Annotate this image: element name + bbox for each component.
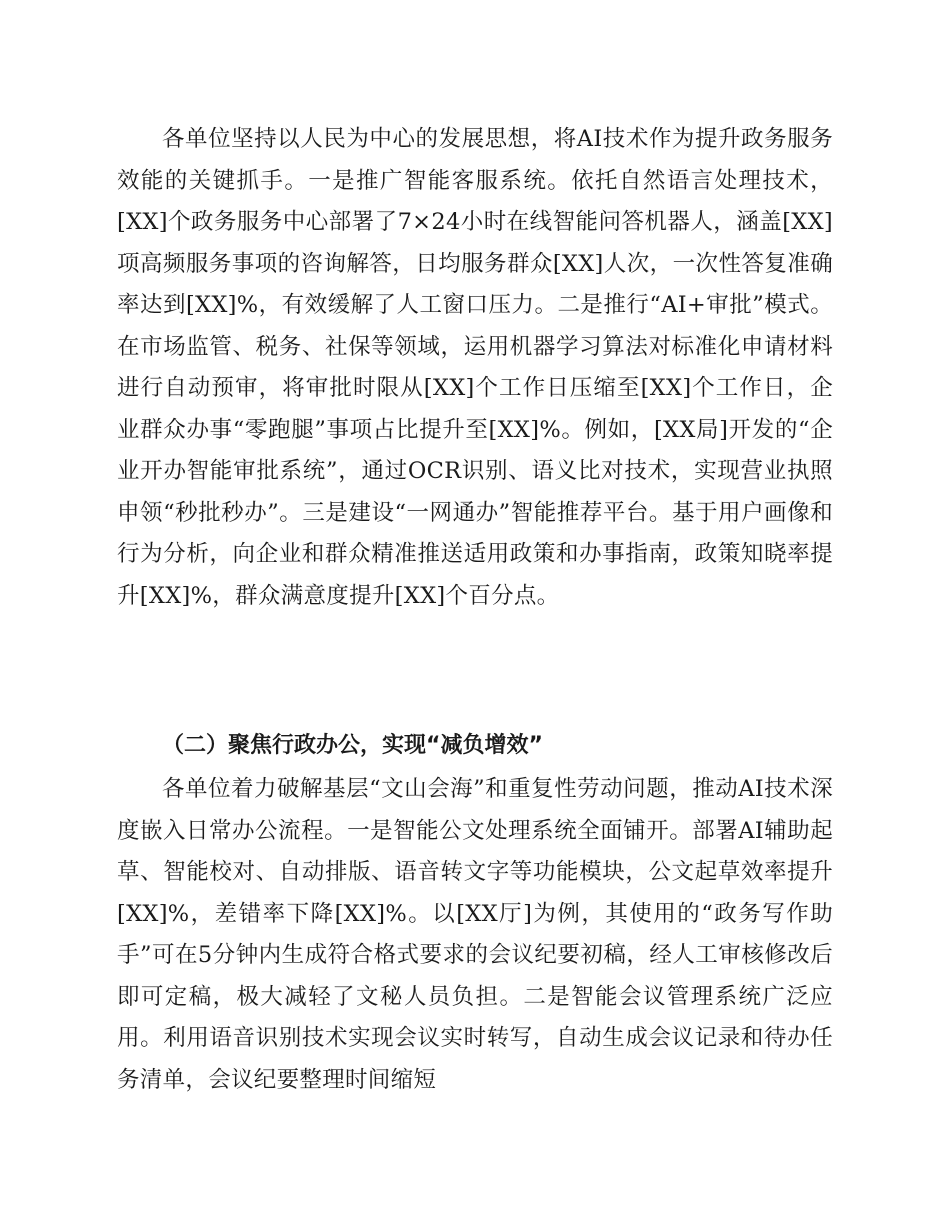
body-paragraph-ai-government-services: 各单位坚持以人民为中心的发展思想，将AI技术作为提升政务服务效能的关键抓手。一是推广智能客服系统。依托自然语言处理技术，[XX]个政务服务中心部署了7×24小时在线智能问答机器人，涵盖[XX]项高频服务事项的咨询解答，日均服务群众[XX]人次，一次性答复准确率达到[XX]%，有效缓解了人工窗口压力。二是推行“AI+审批”模式。在市场监管、税务、社保等领域，运用机器学习算法对标准化申请材料进行自动预审，将审批时限从[XX]个工作日压缩至[XX]个工作日，企业群众办事“零跑腿”事项占比提升至[XX]%。例如，[XX局]开发的“企业开办智能审批系统”，通过OCR识别、语义比对技术，实现营业执照申领“秒批秒办”。三是建设“一网通办”智能推荐平台。基于用户画像和行为分析，向企业和群众精准推送适用政策和办事指南，政策知晓率提升[XX]%，群众满意度提升[XX]个百分点。	[117, 126, 833, 609]
body-paragraph-administrative-office: 各单位着力破解基层“文山会海”和重复性劳动问题，推动AI技术深度嵌入日常办公流程。一是智能公文处理系统全面铺开。部署AI辅助起草、智能校对、自动排版、语音转文字等功能模块，公文起草效率提升[XX]%，差错率下降[XX]%。以[XX厅]为例，其使用的“政务写作助手”可在5分钟内生成符合格式要求的会议纪要初稿，经人工审核修改后即可定稿，极大减轻了文秘人员负担。二是智能会议管理系统广泛应用。利用语音识别技术实现会议实时转写，自动生成会议记录和待办任务清单，会议纪要整理时间缩短	[117, 776, 833, 1093]
section-heading: （二）聚焦行政办公，实现“减负增效”	[162, 733, 543, 758]
